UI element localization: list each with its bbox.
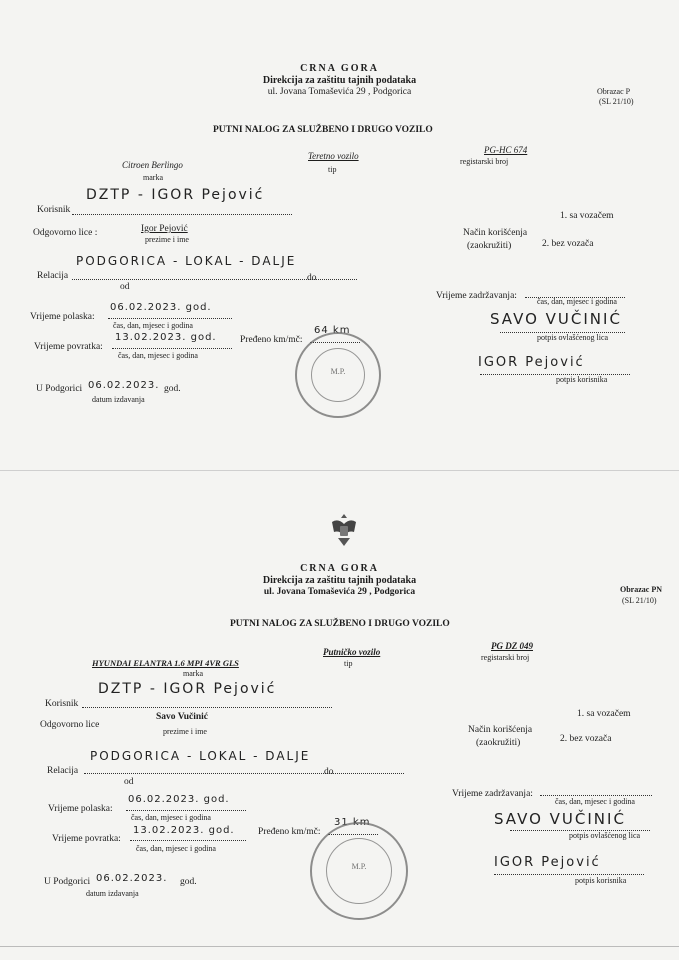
nacin-option-1: 1. sa vozačem [560,211,614,221]
bottom-edge [0,946,679,947]
izdavanje-suffix: god. [180,877,197,887]
predjeno-label: Pređeno km/mč: [258,827,321,837]
odgovorno-label: Odgovorno lice : [33,228,98,238]
vehicle-type-label: tip [344,659,353,668]
odgovorno-label: Odgovorno lice [40,720,100,730]
povratka-value: 13.02.2023. god. [115,332,217,343]
relacija-value: PODGORICA - LOKAL - DALJE [76,254,297,268]
nacin-option-1: 1. sa vozačem [577,709,631,719]
form-title: PUTNI NALOG ZA SLUŽBENO I DRUGO VOZILO [213,125,433,135]
potpis-korisnika-value: IGOR Pejović [494,855,601,870]
potpis-korisnika-label: potpis korisnika [556,375,608,384]
vehicle-type-value: Teretno vozilo [308,151,359,161]
izdavanje-value: 06.02.2023. [88,380,160,391]
zadrzavanja-sublabel: čas, dan, mjesec i godina [537,297,617,306]
relacija-od: od [120,282,130,292]
vehicle-reg-value: PG DZ 049 [491,641,533,651]
relacija-label: Relacija [47,766,79,776]
form-title: PUTNI NALOG ZA SLUŽBENO I DRUGO VOZILO [230,619,450,629]
vehicle-reg-label: registarski broj [460,157,509,166]
form-code: Obrazac PN [620,585,662,594]
relacija-value: PODGORICA - LOKAL - DALJE [90,749,311,763]
nacin-label: Način korišćenja [463,228,528,238]
relacija-label: Relacija [37,271,69,281]
coat-of-arms-icon [328,512,360,548]
zadrzavanja-label: Vrijeme zadržavanja: [452,789,533,799]
izdavanje-suffix: god. [164,384,181,394]
potpis-korisnika-value: IGOR Pejović [478,355,585,370]
nacin-option-2: 2. bez vozača [560,734,612,744]
izdavanje-prefix: U Podgorici [44,877,91,887]
relacija-od: od [124,777,134,787]
relacija-do: do [307,273,317,283]
potpis-korisnika-label: potpis korisnika [575,876,627,885]
povratka-label: Vrijeme povratka: [52,834,121,844]
header-country: CRNA GORA [300,563,379,574]
polaska-sublabel: čas, dan, mjesec i godina [113,321,193,330]
nacin-label: Način korišćenja [468,725,533,735]
official-seal-1 [295,332,381,418]
korisnik-label: Korisnik [37,205,71,215]
korisnik-label: Korisnik [45,699,79,709]
seal-label: M.P. [351,861,367,871]
nacin-sublabel: (zaokružiti) [476,738,521,748]
predjeno-label: Pređeno km/mč: [240,335,303,345]
izdavanje-value: 06.02.2023. [96,873,168,884]
povratka-sublabel: čas, dan, mjesec i godina [136,844,216,853]
odgovorno-value: Savo Vučinić [156,712,209,722]
nacin-sublabel: (zaokružiti) [467,241,512,251]
predjeno-value: 64 km [314,325,351,336]
odgovorno-sublabel: prezime i ime [163,727,207,736]
header-address: ul. Jovana Tomaševića 29 , Podgorica [267,87,412,97]
odgovorno-sublabel: prezime i ime [145,235,189,244]
korisnik-value: DZTP - IGOR Pejović [98,681,277,697]
vehicle-make-label: marka [143,173,163,182]
vehicle-make-label: marka [183,669,203,678]
header-directorate: Direkcija za zaštitu tajnih podataka [262,75,417,86]
vehicle-reg-label: registarski broj [481,653,530,662]
izdavanje-label: datum izdavanja [92,395,145,404]
form-ref: (SL 21/10) [622,596,657,605]
potpis-ovlascenog-label: potpis ovlašćenog lica [569,831,641,840]
zadrzavanja-label: Vrijeme zadržavanja: [436,291,517,301]
nacin-option-2: 2. bez vozača [542,239,594,249]
zadrzavanja-sublabel: čas, dan, mjesec i godina [555,797,635,806]
header-country: CRNA GORA [300,63,379,74]
polaska-sublabel: čas, dan, mjesec i godina [131,813,211,822]
povratka-label: Vrijeme povratka: [34,342,103,352]
potpis-ovlascenog-value: SAVO VUČINIĆ [490,310,622,328]
polaska-label: Vrijeme polaska: [48,804,113,814]
izdavanje-prefix: U Podgorici [36,384,83,394]
povratka-sublabel: čas, dan, mjesec i godina [118,351,198,360]
header-address: ul. Jovana Tomaševića 29 , Podgorica [263,587,416,597]
potpis-ovlascenog-value: SAVO VUČINIĆ [494,810,626,828]
relacija-do: do [324,767,334,777]
predjeno-value: 31 km [334,817,371,828]
izdavanje-label: datum izdavanja [86,889,139,898]
header-directorate: Direkcija za zaštitu tajnih podataka [262,575,417,586]
vehicle-type-value: Putničko vozilo [323,647,381,657]
form-ref: (SL 21/10) [599,97,634,106]
vehicle-type-label: tip [328,165,337,174]
polaska-label: Vrijeme polaska: [30,312,95,322]
vehicle-make-value: Citroen Berlingo [122,160,183,170]
potpis-ovlascenog-label: potpis ovlašćenog lica [537,333,609,342]
form-code: Obrazac P [597,87,631,96]
korisnik-value: DZTP - IGOR Pejović [86,187,265,203]
vehicle-reg-value: PG-HC 674 [484,145,528,155]
polaska-value: 06.02.2023. god. [110,302,212,313]
page-divider [0,470,679,471]
seal-label: M.P. [330,366,346,376]
odgovorno-value: Igor Pejović [141,224,188,234]
povratka-value: 13.02.2023. god. [133,825,235,836]
official-seal-2 [310,822,408,920]
polaska-value: 06.02.2023. god. [128,794,230,805]
vehicle-make-value: HYUNDAI ELANTRA 1.6 MPI 4VR GLS [92,658,239,668]
